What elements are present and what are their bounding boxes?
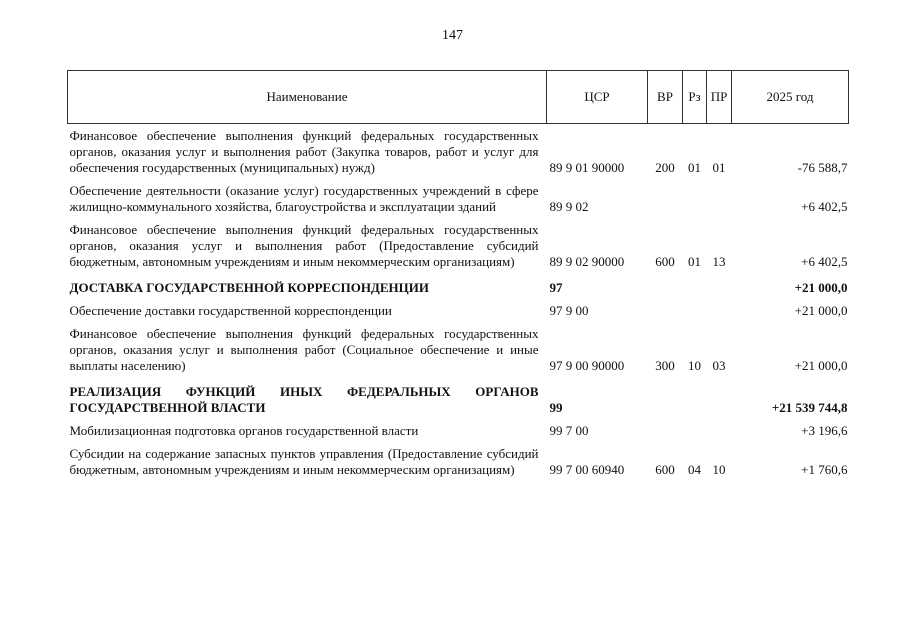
row-csr: 97 9 00 90000 bbox=[549, 358, 625, 373]
table-row bbox=[68, 322, 849, 377]
row-csr: 89 9 02 90000 bbox=[549, 254, 625, 269]
table-body bbox=[68, 124, 849, 482]
row-vr: 300 bbox=[655, 358, 675, 373]
row-rz bbox=[683, 419, 707, 442]
table-header-row bbox=[68, 71, 849, 124]
table-row bbox=[68, 124, 849, 180]
table-row bbox=[68, 419, 849, 442]
header-year: 2025 год bbox=[732, 71, 849, 124]
table-row bbox=[68, 299, 849, 322]
row-name: РЕАЛИЗАЦИЯ ФУНКЦИЙ ИНЫХ ФЕДЕРАЛЬНЫХ ОРГАНОВ ГОСУДАРСТВЕННОЙ ВЛАСТИ bbox=[69, 384, 539, 415]
row-vr bbox=[648, 419, 683, 442]
row-name: ДОСТАВКА ГОСУДАРСТВЕННОЙ КОРРЕСПОНДЕНЦИИ bbox=[69, 280, 429, 295]
row-pr bbox=[707, 377, 732, 419]
row-csr: 89 9 01 90000 bbox=[549, 160, 625, 175]
row-rz bbox=[683, 377, 707, 419]
row-name: Субсидии на содержание запасных пунктов управления (Предоставление субсидий бюджетным, автономным учреждениям и иным некоммерческим организациям) bbox=[69, 446, 539, 477]
row-rz: 04 bbox=[688, 462, 701, 477]
table-row bbox=[68, 442, 849, 481]
row-name: Финансовое обеспечение выполнения функций федеральных государственных органов, оказания услуг и выполнения работ (Предоставление субсидий бюджетным, автономным учреждениям и иным некоммерческим организациям) bbox=[69, 222, 539, 269]
row-amount: +21 000,0 bbox=[794, 280, 848, 295]
row-pr: 13 bbox=[712, 254, 726, 269]
row-vr bbox=[648, 299, 683, 322]
header-name: Наименование bbox=[68, 71, 547, 124]
row-name: Финансовое обеспечение выполнения функций федеральных государственных органов, оказания услуг и выполнения работ (Закупка товаров, работ и услуг для обеспечения государственных (муниципальных) нужд) bbox=[69, 128, 539, 175]
row-csr: 99 7 00 60940 bbox=[549, 462, 625, 477]
row-rz bbox=[683, 179, 707, 218]
table-row bbox=[68, 179, 849, 218]
row-vr: 600 bbox=[655, 462, 675, 477]
row-rz: 01 bbox=[688, 160, 701, 175]
row-rz bbox=[683, 299, 707, 322]
row-name: Обеспечение доставки государственной корреспонденции bbox=[69, 303, 392, 318]
row-csr: 97 bbox=[549, 280, 563, 295]
row-name: Обеспечение деятельности (оказание услуг) государственных учреждений в сфере жилищно-коммунального хозяйства, благоустройства и эксплуатации зданий bbox=[69, 183, 539, 214]
row-rz: 10 bbox=[688, 358, 701, 373]
row-rz bbox=[683, 273, 707, 299]
row-name: Мобилизационная подготовка органов государственной власти bbox=[69, 423, 419, 438]
row-vr bbox=[648, 377, 683, 419]
row-csr: 89 9 02 bbox=[549, 199, 589, 214]
row-amount: +21 000,0 bbox=[794, 303, 848, 318]
row-pr: 01 bbox=[712, 160, 726, 175]
row-rz: 01 bbox=[688, 254, 701, 269]
header-rz: Рз bbox=[683, 71, 707, 124]
row-amount: +6 402,5 bbox=[801, 199, 848, 214]
row-csr: 97 9 00 bbox=[549, 303, 589, 318]
row-vr bbox=[648, 179, 683, 218]
page-number: 147 bbox=[442, 28, 463, 43]
row-csr: 99 7 00 bbox=[549, 423, 589, 438]
row-amount: +21 539 744,8 bbox=[771, 400, 848, 415]
row-pr bbox=[707, 419, 732, 442]
row-vr bbox=[648, 273, 683, 299]
row-pr bbox=[707, 299, 732, 322]
budget-table bbox=[67, 70, 849, 481]
header-vr: ВР bbox=[648, 71, 683, 124]
table-row bbox=[68, 273, 849, 299]
header-csr: ЦСР bbox=[547, 71, 648, 124]
row-vr: 200 bbox=[655, 160, 675, 175]
row-amount: +3 196,6 bbox=[801, 423, 848, 438]
header-pr: ПР bbox=[707, 71, 732, 124]
row-pr bbox=[707, 179, 732, 218]
row-amount: +1 760,6 bbox=[801, 462, 848, 477]
row-pr: 10 bbox=[712, 462, 726, 477]
row-amount: +6 402,5 bbox=[801, 254, 848, 269]
row-name: Финансовое обеспечение выполнения функций федеральных государственных органов, оказания услуг и выполнения работ (Социальное обеспечение и иные выплаты населению) bbox=[69, 326, 539, 373]
row-vr: 600 bbox=[655, 254, 675, 269]
row-csr: 99 bbox=[549, 400, 563, 415]
table-row bbox=[68, 377, 849, 419]
table-row bbox=[68, 218, 849, 273]
row-pr bbox=[707, 273, 732, 299]
row-amount: -76 588,7 bbox=[797, 160, 848, 175]
row-amount: +21 000,0 bbox=[794, 358, 848, 373]
row-pr: 03 bbox=[712, 358, 726, 373]
